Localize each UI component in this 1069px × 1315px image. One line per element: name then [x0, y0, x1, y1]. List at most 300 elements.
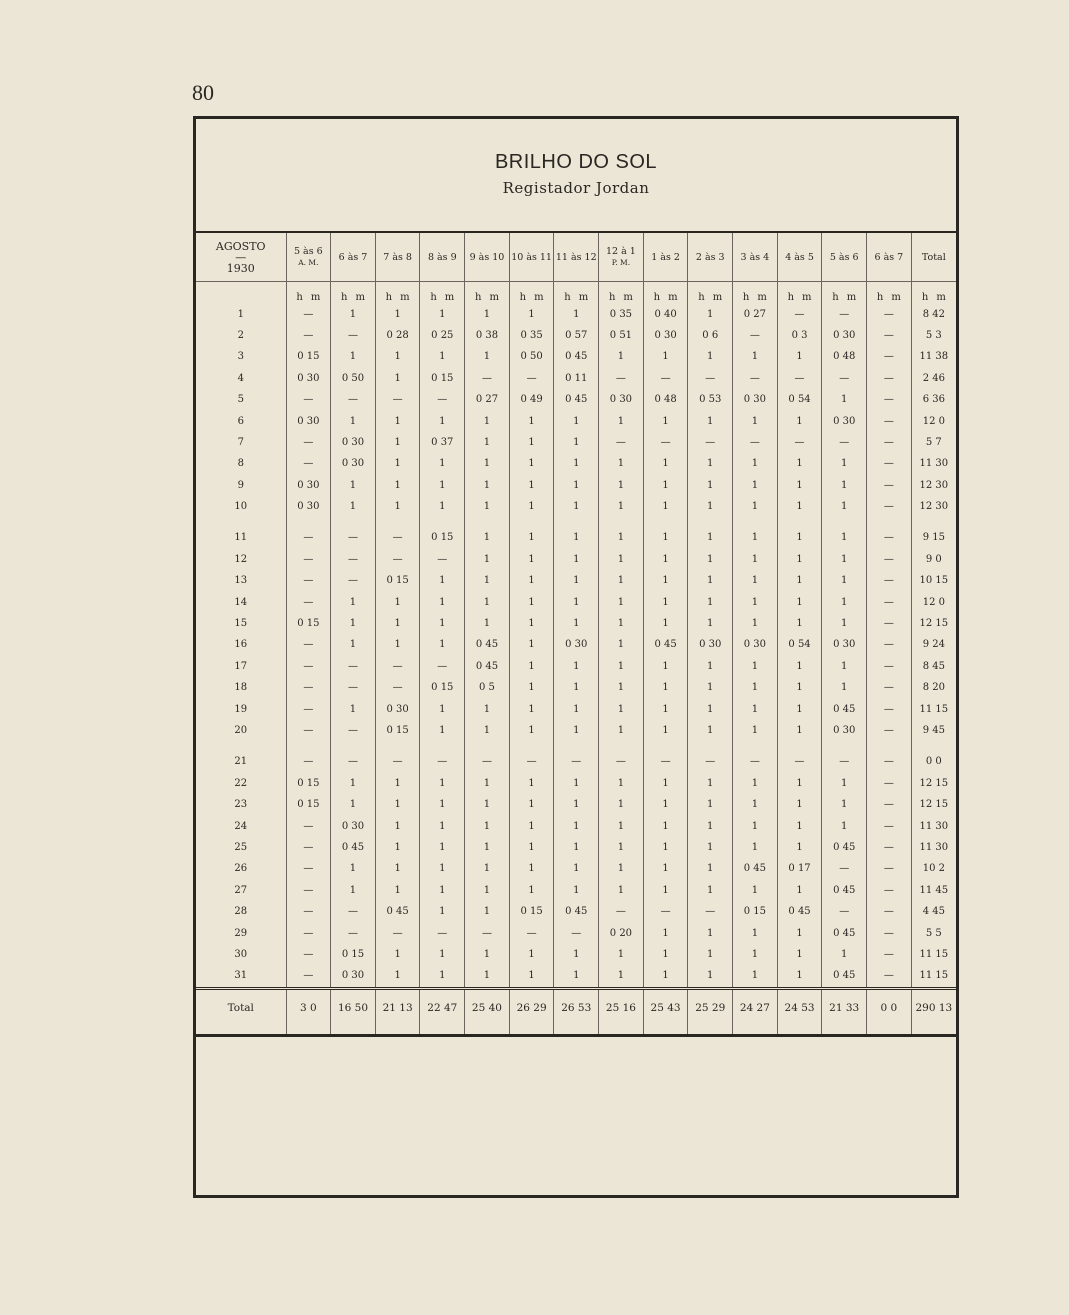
value-cell: 0 45	[465, 656, 510, 677]
column-total-cell: 21 33	[822, 988, 867, 1026]
group-spacer	[196, 741, 956, 751]
year-label: 1930	[226, 261, 255, 275]
value-cell: —	[643, 751, 688, 772]
minutes-unit: m	[846, 292, 857, 304]
value-cell: —	[822, 901, 867, 922]
value-cell: 1	[331, 496, 376, 517]
value-cell: 1	[420, 570, 465, 591]
value-cell: —	[286, 965, 331, 988]
value-cell: 1	[420, 965, 465, 988]
value-cell: —	[420, 751, 465, 772]
value-cell: —	[599, 751, 644, 772]
value-cell: —	[286, 389, 331, 410]
value-cell: 1	[777, 815, 822, 836]
value-cell: 1	[599, 720, 644, 741]
value-cell: 1	[420, 613, 465, 634]
value-cell: 1	[465, 698, 510, 719]
day-cell: 10	[234, 501, 248, 513]
value-cell: 1	[509, 656, 554, 677]
day-cell: 13	[234, 575, 248, 587]
value-cell: —	[599, 901, 644, 922]
value-cell: —	[375, 751, 420, 772]
column-header	[733, 233, 778, 282]
hours-unit: h	[296, 292, 303, 304]
value-cell: —	[331, 527, 376, 548]
unit-cell	[599, 282, 644, 304]
column-header	[375, 233, 420, 282]
value-cell: —	[331, 656, 376, 677]
value-cell: 0 15	[286, 794, 331, 815]
unit-cell	[777, 282, 822, 304]
value-cell: 1	[375, 368, 420, 389]
day-cell: 3	[237, 351, 244, 363]
value-cell: 0 45	[777, 901, 822, 922]
value-cell: 1	[509, 677, 554, 698]
value-cell: 1	[599, 570, 644, 591]
table-row	[196, 837, 956, 858]
value-cell: —	[867, 773, 912, 794]
column-header	[777, 233, 822, 282]
column-total-cell: 25 43	[643, 988, 688, 1026]
value-cell: 1	[509, 794, 554, 815]
value-cell: —	[688, 432, 733, 453]
column-label: Total	[921, 251, 946, 263]
day-cell: 9	[237, 479, 244, 491]
table-row	[196, 634, 956, 655]
value-cell: 1	[554, 656, 599, 677]
value-cell: 1	[822, 549, 867, 570]
minutes-unit: m	[668, 292, 678, 304]
table-row	[196, 773, 956, 794]
table-row	[196, 677, 956, 698]
day-cell: 4	[237, 372, 244, 384]
minutes-unit: m	[355, 292, 365, 304]
value-cell: 1	[465, 410, 510, 431]
value-cell: 1	[375, 432, 420, 453]
value-cell: 1	[643, 858, 688, 879]
row-total-cell: 5 3	[911, 325, 956, 346]
value-cell: 0 30	[286, 475, 331, 496]
hours-unit: h	[608, 292, 616, 304]
value-cell: —	[867, 815, 912, 836]
value-cell: 1	[733, 410, 778, 431]
column-label: 11 às 12	[555, 251, 597, 263]
value-cell: —	[375, 389, 420, 410]
value-cell: 0 40	[643, 303, 688, 324]
value-cell: 1	[643, 496, 688, 517]
value-cell: —	[867, 965, 912, 988]
value-cell: 0 48	[822, 346, 867, 367]
minutes-unit: m	[400, 292, 410, 304]
value-cell: 1	[465, 880, 510, 901]
table-row	[196, 922, 956, 943]
value-cell: —	[733, 751, 778, 772]
value-cell: 1	[509, 496, 554, 517]
table-row	[196, 453, 956, 474]
value-cell: 1	[733, 815, 778, 836]
value-cell: 1	[822, 453, 867, 474]
value-cell: —	[286, 815, 331, 836]
column-sublabel: P. M.	[611, 258, 631, 267]
value-cell: 1	[643, 656, 688, 677]
value-cell: 0 30	[331, 965, 376, 988]
value-cell: —	[420, 389, 465, 410]
day-cell: 8	[237, 458, 244, 470]
day-cell: 23	[234, 799, 248, 811]
value-cell: —	[733, 368, 778, 389]
value-cell: 0 6	[688, 325, 733, 346]
value-cell: —	[375, 677, 420, 698]
value-cell: 0 15	[286, 773, 331, 794]
value-cell: 1	[688, 720, 733, 741]
value-cell: —	[822, 368, 867, 389]
value-cell: 1	[599, 613, 644, 634]
row-total-cell: 8 20	[911, 677, 956, 698]
column-total-cell: 26 53	[554, 988, 599, 1026]
value-cell: 1	[331, 858, 376, 879]
row-total-cell: 9 24	[911, 634, 956, 655]
table-row	[196, 389, 956, 410]
value-cell: 1	[688, 858, 733, 879]
value-cell: 1	[509, 570, 554, 591]
value-cell: —	[599, 432, 644, 453]
row-total-cell: 11 30	[911, 453, 956, 474]
value-cell: 1	[509, 549, 554, 570]
row-total-cell: 9 0	[911, 549, 956, 570]
value-cell: 0 30	[733, 634, 778, 655]
value-cell: 1	[554, 880, 599, 901]
value-cell: 0 45	[822, 922, 867, 943]
value-cell: —	[286, 944, 331, 965]
value-cell: 1	[733, 837, 778, 858]
value-cell: —	[867, 720, 912, 741]
value-cell: 1	[331, 794, 376, 815]
value-cell: —	[867, 325, 912, 346]
table-row	[196, 432, 956, 453]
column-header	[465, 233, 510, 282]
value-cell: 1	[643, 677, 688, 698]
column-label: 12 à 1	[606, 246, 636, 257]
value-cell: 1	[554, 613, 599, 634]
value-cell: 0 30	[688, 634, 733, 655]
column-header	[509, 233, 554, 282]
value-cell: 1	[822, 496, 867, 517]
value-cell: 1	[822, 591, 867, 612]
value-cell: 1	[822, 389, 867, 410]
minutes-unit: m	[623, 292, 633, 304]
value-cell: 0 30	[331, 453, 376, 474]
value-cell: 1	[643, 591, 688, 612]
value-cell: 0 27	[465, 389, 510, 410]
day-cell: 15	[234, 618, 248, 630]
value-cell: —	[822, 751, 867, 772]
value-cell: 1	[554, 773, 599, 794]
value-cell: 1	[420, 773, 465, 794]
column-total-cell: 25 16	[599, 988, 644, 1026]
value-cell: 0 15	[420, 368, 465, 389]
day-cell: 27	[234, 884, 248, 896]
value-cell: 0 45	[822, 837, 867, 858]
value-cell: —	[688, 751, 733, 772]
value-cell: 1	[375, 410, 420, 431]
table-row	[196, 880, 956, 901]
value-cell: 1	[331, 613, 376, 634]
table-subtitle: Registador Jordan	[502, 179, 650, 197]
value-cell: 1	[465, 475, 510, 496]
value-cell: 1	[688, 496, 733, 517]
value-cell: 1	[733, 570, 778, 591]
value-cell: 0 45	[554, 901, 599, 922]
value-cell: 1	[643, 613, 688, 634]
value-cell: —	[867, 794, 912, 815]
value-cell: 1	[733, 527, 778, 548]
value-cell: 1	[554, 698, 599, 719]
value-cell: 1	[688, 880, 733, 901]
column-total-cell: 3 0	[286, 988, 331, 1026]
value-cell: 0 30	[822, 720, 867, 741]
value-cell: —	[331, 389, 376, 410]
column-label: 10 às 11	[511, 251, 552, 263]
unit-cell	[554, 282, 599, 304]
column-label: 3 às 4	[740, 251, 770, 263]
day-cell: 31	[234, 970, 248, 982]
value-cell: 0 30	[554, 634, 599, 655]
value-cell: —	[867, 591, 912, 612]
row-total-cell: 11 38	[911, 346, 956, 367]
value-cell: 1	[777, 965, 822, 988]
table-frame	[193, 116, 959, 1198]
value-cell: 1	[599, 346, 644, 367]
value-cell: —	[286, 880, 331, 901]
value-cell: 1	[688, 815, 733, 836]
value-cell: 0 45	[375, 901, 420, 922]
table-row	[196, 346, 956, 367]
value-cell: 1	[643, 944, 688, 965]
value-cell: 1	[420, 858, 465, 879]
column-label: 6 às 7	[874, 251, 904, 263]
value-cell: 1	[688, 965, 733, 988]
value-cell: 1	[733, 656, 778, 677]
value-cell: 1	[599, 527, 644, 548]
unit-cell	[286, 282, 331, 304]
value-cell: 1	[688, 922, 733, 943]
value-cell: 0 15	[509, 901, 554, 922]
column-header	[911, 233, 956, 282]
row-total-cell: 11 45	[911, 880, 956, 901]
value-cell: 1	[420, 303, 465, 324]
table-row	[196, 475, 956, 496]
value-cell: 0 27	[733, 303, 778, 324]
value-cell: 1	[331, 475, 376, 496]
value-cell: 1	[420, 837, 465, 858]
value-cell: 1	[688, 346, 733, 367]
value-cell: —	[331, 677, 376, 698]
day-cell: 25	[234, 841, 248, 853]
value-cell: 1	[554, 410, 599, 431]
value-cell: 1	[465, 858, 510, 879]
value-cell: 1	[375, 346, 420, 367]
minutes-unit: m	[802, 292, 812, 304]
value-cell: 1	[331, 346, 376, 367]
value-cell: —	[375, 922, 420, 943]
value-cell: 1	[375, 634, 420, 655]
month-dash: —	[235, 250, 247, 264]
row-total-cell: 8 42	[911, 303, 956, 324]
value-cell: 1	[643, 475, 688, 496]
value-cell: 0 54	[777, 389, 822, 410]
row-total-cell: 9 45	[911, 720, 956, 741]
value-cell: 1	[465, 901, 510, 922]
value-cell: —	[509, 368, 554, 389]
value-cell: 0 11	[554, 368, 599, 389]
value-cell: —	[286, 453, 331, 474]
value-cell: 1	[331, 303, 376, 324]
value-cell: 0 45	[822, 965, 867, 988]
value-cell: 0 30	[286, 496, 331, 517]
day-cell: 26	[234, 863, 248, 875]
value-cell: 0 45	[465, 634, 510, 655]
unit-cell	[331, 282, 376, 304]
value-cell: 0 30	[599, 389, 644, 410]
value-cell: 1	[465, 720, 510, 741]
value-cell: —	[286, 432, 331, 453]
row-total-cell: 12 15	[911, 613, 956, 634]
column-label: 5 às 6	[829, 251, 859, 263]
hours-unit: h	[430, 292, 437, 304]
day-cell: 5	[237, 394, 244, 406]
value-cell: 0 17	[777, 858, 822, 879]
value-cell: 1	[465, 591, 510, 612]
value-cell: —	[643, 901, 688, 922]
minutes-unit: m	[534, 292, 544, 304]
value-cell: 1	[777, 656, 822, 677]
value-cell: 1	[643, 570, 688, 591]
value-cell: —	[331, 720, 376, 741]
value-cell: —	[867, 858, 912, 879]
column-label: 5 às 6	[293, 246, 323, 257]
value-cell: 1	[777, 527, 822, 548]
value-cell: 1	[420, 496, 465, 517]
value-cell: —	[867, 432, 912, 453]
value-cell: 1	[420, 475, 465, 496]
value-cell: —	[331, 922, 376, 943]
value-cell: 1	[643, 549, 688, 570]
value-cell: 1	[420, 794, 465, 815]
row-total-cell: 2 46	[911, 368, 956, 389]
value-cell: —	[643, 368, 688, 389]
hours-unit: h	[698, 292, 705, 304]
value-cell: 1	[777, 837, 822, 858]
value-cell: 1	[331, 880, 376, 901]
value-cell: 1	[777, 496, 822, 517]
column-total-cell: 290 13	[911, 988, 956, 1026]
value-cell: 1	[643, 922, 688, 943]
value-cell: 1	[822, 815, 867, 836]
value-cell: 1	[599, 880, 644, 901]
value-cell: 1	[509, 613, 554, 634]
value-cell: 1	[643, 773, 688, 794]
unit-cell	[867, 282, 912, 304]
value-cell: —	[867, 475, 912, 496]
value-cell: 1	[599, 634, 644, 655]
hours-unit: h	[921, 292, 929, 304]
column-header	[420, 233, 465, 282]
hours-unit: h	[876, 292, 884, 304]
table-row	[196, 549, 956, 570]
value-cell: 1	[509, 303, 554, 324]
value-cell: 1	[777, 591, 822, 612]
value-cell: 0 15	[420, 527, 465, 548]
value-cell: 1	[733, 613, 778, 634]
hours-unit: h	[742, 292, 750, 304]
value-cell: 1	[465, 794, 510, 815]
minutes-unit: m	[489, 292, 499, 304]
value-cell: 1	[554, 944, 599, 965]
value-cell: 0 53	[688, 389, 733, 410]
value-cell: —	[867, 410, 912, 431]
value-cell: —	[286, 751, 331, 772]
value-cell: 0 45	[822, 698, 867, 719]
value-cell: 1	[733, 453, 778, 474]
column-total-cell: 16 50	[331, 988, 376, 1026]
value-cell: —	[375, 549, 420, 570]
value-cell: 1	[420, 346, 465, 367]
value-cell: —	[867, 751, 912, 772]
value-cell: 1	[733, 773, 778, 794]
value-cell: —	[867, 901, 912, 922]
value-cell: 1	[554, 815, 599, 836]
value-cell: 1	[599, 549, 644, 570]
value-cell: 0 35	[509, 325, 554, 346]
table-row	[196, 368, 956, 389]
value-cell: 0 57	[554, 325, 599, 346]
value-cell: —	[331, 570, 376, 591]
value-cell: 1	[599, 794, 644, 815]
value-cell: —	[867, 496, 912, 517]
row-total-cell: 12 15	[911, 794, 956, 815]
value-cell: 1	[688, 794, 733, 815]
value-cell: —	[286, 858, 331, 879]
month-header	[196, 233, 286, 282]
value-cell: 1	[822, 656, 867, 677]
table-row	[196, 720, 956, 741]
value-cell: 1	[643, 527, 688, 548]
value-cell: 1	[688, 570, 733, 591]
table-row	[196, 751, 956, 772]
table-row	[196, 965, 956, 988]
value-cell: —	[867, 613, 912, 634]
column-header	[688, 233, 733, 282]
unit-cell	[643, 282, 688, 304]
row-total-cell: 11 15	[911, 698, 956, 719]
value-cell: —	[286, 720, 331, 741]
minutes-unit: m	[578, 292, 589, 304]
day-cell: 21	[234, 756, 248, 768]
row-total-cell: 10 2	[911, 858, 956, 879]
value-cell: —	[554, 922, 599, 943]
value-cell: —	[777, 751, 822, 772]
value-cell: 1	[777, 346, 822, 367]
value-cell: 1	[777, 773, 822, 794]
row-total-cell: 5 5	[911, 922, 956, 943]
value-cell: —	[331, 325, 376, 346]
row-total-cell: 12 30	[911, 496, 956, 517]
value-cell: 1	[733, 698, 778, 719]
column-header	[286, 233, 331, 282]
value-cell: —	[867, 922, 912, 943]
minutes-unit: m	[891, 292, 901, 304]
day-cell: 19	[234, 703, 248, 715]
